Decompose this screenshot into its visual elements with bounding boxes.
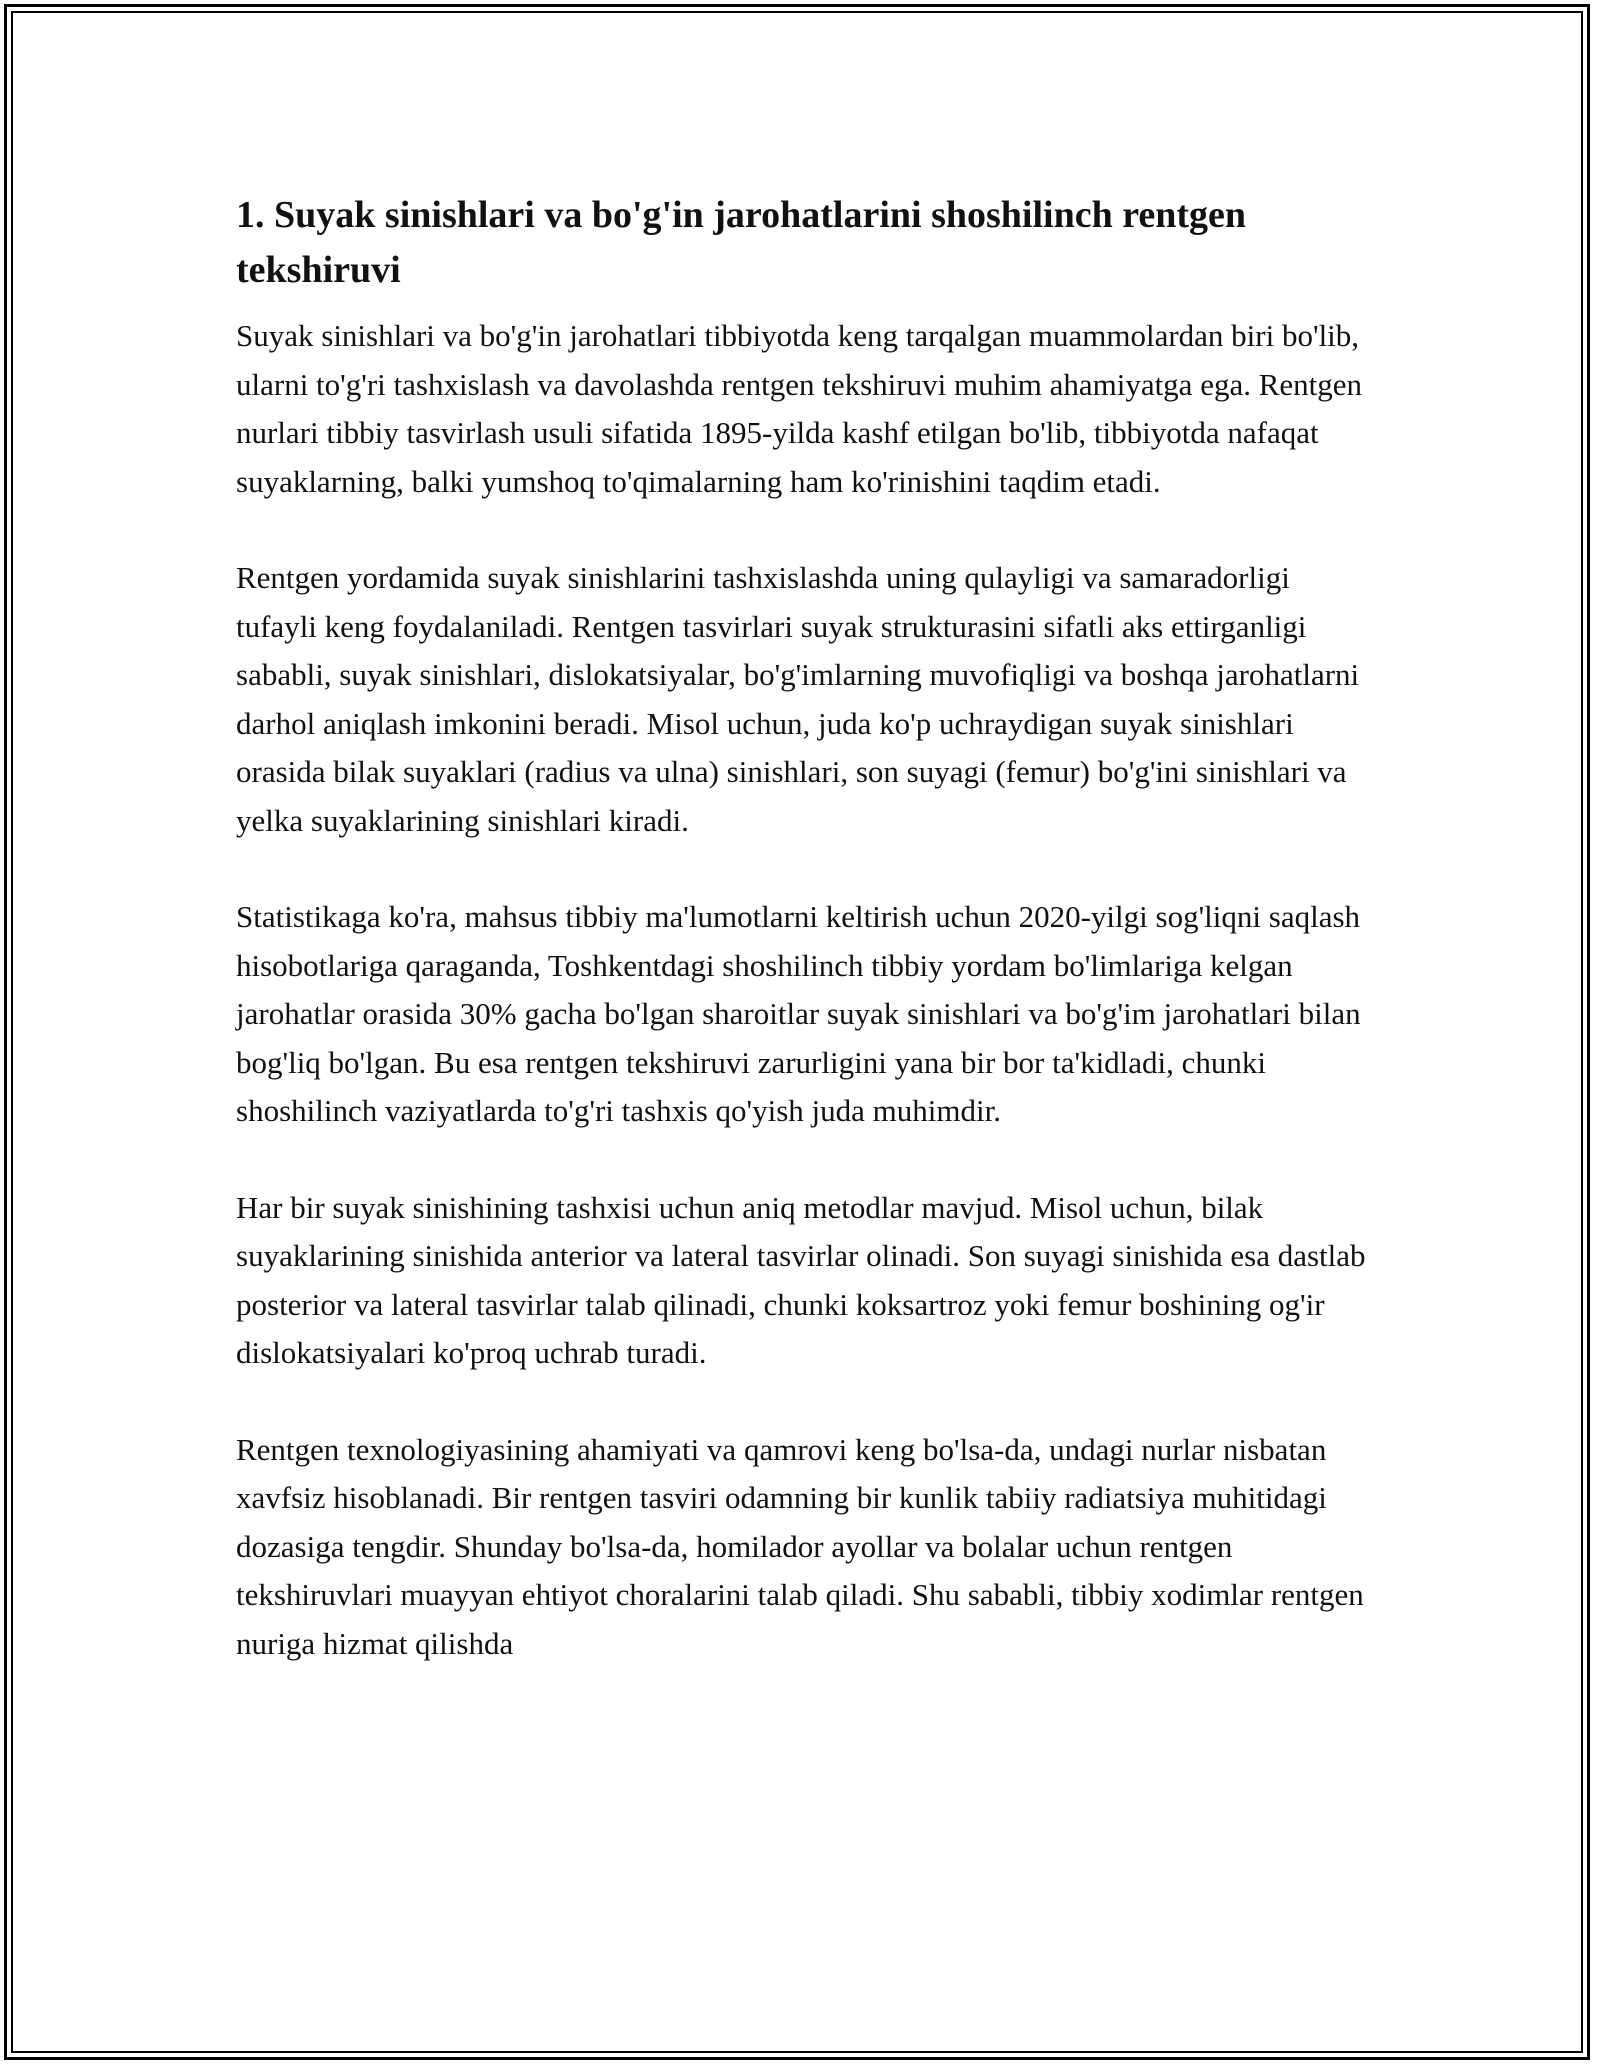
paragraph-methods: Har bir suyak sinishining tashxisi uchun aniq metodlar mavjud. Misol uchun, bilak suyaklarining sinishida anterior va lateral tasvirlar olinadi. Son suyagi sinishida esa dastlab posterior va lateral tasvirlar talab qilinadi, chunki koksartroz yoki femur boshining og'ir dislokatsiyalari ko'proq uchrab turadi. [236, 1189, 1366, 1370]
paragraph-intro: Suyak sinishlari va bo'g'in jarohatlari tibbiyotda keng tarqalgan muammolardan biri bo'lib, ularni to'g'ri tashxislash va davolashda rentgen tekshiruvi muhim ahamiyatga ega. Rentgen nurlari tibbiy tasvirlash usuli sifatida 1895-yilda kashf etilgan bo'lib, tibbiyotda nafaqat suyaklarning, balki yumshoq to'qimalarning ham ko'rinishini taqdim etadi. [236, 318, 1363, 499]
paragraph-safety: Rentgen texnologiyasining ahamiyati va qamrovi keng bo'lsa-da, undagi nurlar nisbatan xavfsiz hisoblanadi. Bir rentgen tasviri odamning bir kunlik tabiiy radiatsiya muhitidagi dozasiga tengdir. Shunday bo'lsa-da, homilador ayollar va bolalar uchun rentgen tekshiruvlari muayyan ehtiyot choralarini talab qiladi. Shu sababli, tibbiy xodimlar rentgen nuriga hizmat qilishda [236, 1431, 1364, 1661]
paragraph-diagnosis: Rentgen yordamida suyak sinishlarini tashxislashda uning qulayligi va samaradorligi tufayli keng foydalaniladi. Rentgen tasvirlari suyak strukturasini sifatli aks ettirganligi sababli, suyak sinishlari, dislokatsiyalar, bo'g'imlarning muvofiqligi va boshqa jarohatlarni darhol aniqlash imkonini beradi. Misol uchun, juda ko'p uchraydigan suyak sinishlari orasida bilak suyaklari (radius va ulna) sinishlari, son suyagi (femur) bo'g'ini sinishlari va yelka suyaklarining sinishlari kiradi. [236, 560, 1360, 838]
document-body [236, 188, 1366, 1716]
section-heading: 1. Suyak sinishlari va bo'g'in jarohatlarini shoshilinch rentgen tekshiruvi [236, 194, 1247, 291]
paragraph-statistics: Statistikaga ko'ra, mahsus tibbiy ma'lumotlarni keltirish uchun 2020-yilgi sog'liqni saqlash hisobotlariga qaraganda, Toshkentdagi shoshilinch tibbiy yordam bo'limlariga kelgan jarohatlar orasida 30% gacha bo'lgan sharoitlar suyak sinishlari va bo'g'im jarohatlari bilan bog'liq bo'lgan. Bu esa rentgen tekshiruvi zarurligini yana bir bor ta'kidladi, chunki shoshilinch vaziyatlarda to'g'ri tashxis qo'yish juda muhimdir. [236, 899, 1361, 1128]
